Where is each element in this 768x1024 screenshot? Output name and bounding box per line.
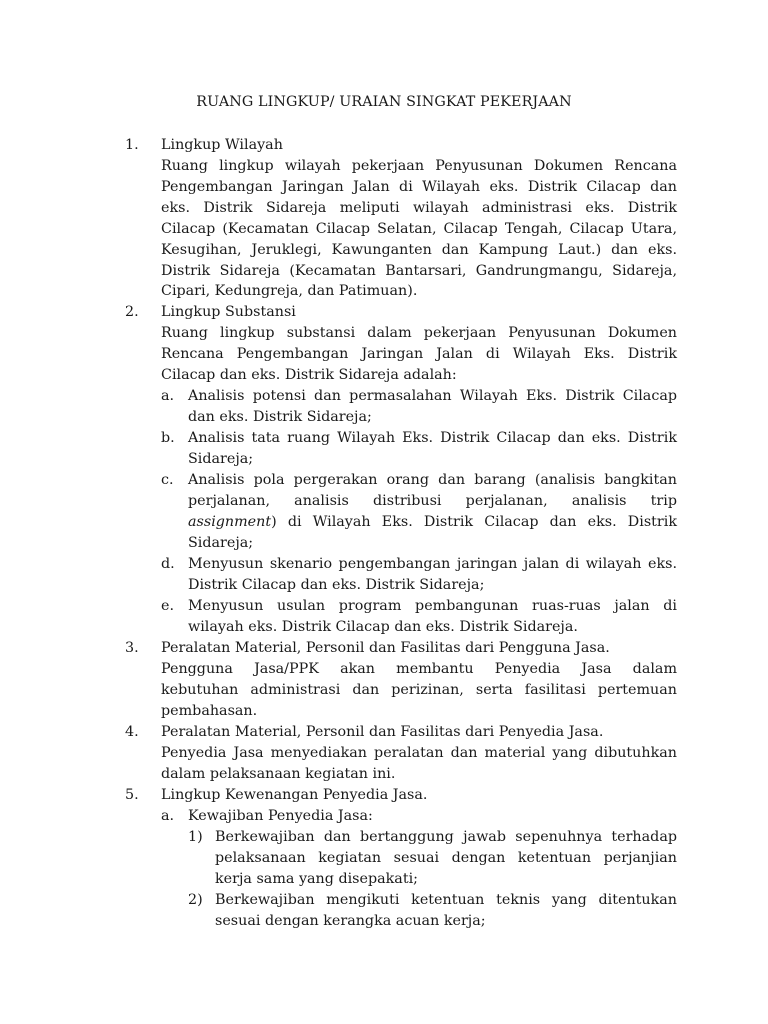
subitem-label: a. xyxy=(161,388,175,404)
section-2-paragraph xyxy=(161,323,677,386)
section-number: 2. xyxy=(125,304,139,320)
subitem-line: perjalanan, analisis distribusi perjalanan, analisis trip xyxy=(188,492,677,509)
paragraph-line: Cilacap (Kecamatan Cilacap Selatan, Cilacap Tengah, Cilacap Utara, xyxy=(161,220,677,237)
section-3-paragraph xyxy=(161,659,677,722)
subitem-line: Sidareja; xyxy=(188,534,254,551)
paragraph-line: Pengembangan Jaringan Jalan di Wilayah eks. Distrik Cilacap dan xyxy=(161,178,677,195)
paragraph-line: Pengguna Jasa/PPK akan membantu Penyedia Jasa dalam xyxy=(161,661,677,677)
subitem-line: dan eks. Distrik Sidareja; xyxy=(188,408,372,425)
subitem-text xyxy=(188,386,677,428)
subitem-line: Menyusun skenario pengembangan jaringan jalan di wilayah eks. xyxy=(188,556,677,572)
subitem-line: Analisis pola pergerakan orang dan barang (analisis bangkitan xyxy=(188,472,677,488)
document-title: RUANG LINGKUP/ URAIAN SINGKAT PEKERJAAN xyxy=(196,94,572,110)
paragraph-line: Distrik Sidareja (Kecamatan Bantarsari, Gandrungmangu, Sidareja, xyxy=(161,262,677,279)
subitem-text xyxy=(188,428,677,470)
subitem-label: e. xyxy=(161,598,175,614)
subitem-line-with-italic xyxy=(188,512,677,533)
section-number: 3. xyxy=(125,640,139,656)
paragraph-line: Ruang lingkup wilayah pekerjaan Penyusunan Dokumen Rencana xyxy=(161,158,677,174)
paragraph-line: pembahasan. xyxy=(161,702,258,719)
subsubitem-text xyxy=(215,890,677,932)
italic-term: assignment xyxy=(188,513,272,530)
paragraph-line: eks. Distrik Sidareja meliputi wilayah administrasi eks. Distrik xyxy=(161,199,677,216)
section-heading: Peralatan Material, Personil dan Fasilitas dari Penyedia Jasa. xyxy=(161,724,604,740)
subitem-text xyxy=(188,806,677,827)
paragraph-line: dalam pelaksanaan kegiatan ini. xyxy=(161,765,396,782)
subitem-text xyxy=(188,554,677,596)
subitem-label: c. xyxy=(161,472,174,488)
subitem-line: Sidareja; xyxy=(188,450,254,467)
section-number: 5. xyxy=(125,787,139,803)
subitem-line: Distrik Cilacap dan eks. Distrik Sidareja; xyxy=(188,576,485,593)
subsubitem-text xyxy=(215,827,677,890)
section-number: 4. xyxy=(125,724,139,740)
paragraph-line: Penyedia Jasa menyediakan peralatan dan material yang dibutuhkan xyxy=(161,745,677,761)
subsubitem-line: pelaksanaan kegiatan sesuai dengan ketentuan perjanjian xyxy=(215,849,677,866)
paragraph-line: Ruang lingkup substansi dalam pekerjaan Penyusunan Dokumen xyxy=(161,325,677,341)
subitem-line: Menyusun usulan program pembangunan ruas-ruas jalan di xyxy=(188,598,677,614)
subitem-line: Analisis potensi dan permasalahan Wilayah Eks. Distrik Cilacap xyxy=(188,388,677,404)
subsubitem-label: 1) xyxy=(188,829,203,845)
subitem-label: a. xyxy=(161,808,175,824)
section-heading: Lingkup Wilayah xyxy=(161,137,283,153)
section-heading: Peralatan Material, Personil dan Fasilitas dari Pengguna Jasa. xyxy=(161,640,610,656)
subitem-line: Kewajiban Penyedia Jasa: xyxy=(188,808,373,824)
section-4-paragraph xyxy=(161,743,677,785)
subsubitem-label: 2) xyxy=(188,892,203,908)
subsubitem-line: sesuai dengan kerangka acuan kerja; xyxy=(215,912,486,929)
section-number: 1. xyxy=(125,137,139,153)
subitem-text xyxy=(188,596,677,638)
section-heading: Lingkup Substansi xyxy=(161,304,296,320)
paragraph-line: kebutuhan administrasi dan perizinan, serta fasilitasi pertemuan xyxy=(161,681,677,698)
subsubitem-line: kerja sama yang disepakati; xyxy=(215,870,418,887)
section-1-paragraph xyxy=(161,156,677,302)
subitem-label: d. xyxy=(161,556,175,572)
subitem-line: wilayah eks. Distrik Cilacap dan eks. Distrik Sidareja. xyxy=(188,618,578,635)
paragraph-line: Rencana Pengembangan Jaringan Jalan di Wilayah Eks. Distrik xyxy=(161,345,677,362)
paragraph-line: Cilacap dan eks. Distrik Sidareja adalah: xyxy=(161,366,457,383)
paragraph-line: Kesugihan, Jeruklegi, Kawunganten dan Kampung Laut.) dan eks. xyxy=(161,241,677,258)
subitem-text xyxy=(188,470,677,554)
section-heading: Lingkup Kewenangan Penyedia Jasa. xyxy=(161,787,428,803)
subitem-line: Analisis tata ruang Wilayah Eks. Distrik Cilacap dan eks. Distrik xyxy=(188,430,677,446)
paragraph-line: Cipari, Kedungreja, dan Patimuan). xyxy=(161,283,418,300)
subitem-label: b. xyxy=(161,430,175,446)
subsubitem-line: Berkewajiban dan bertanggung jawab sepenuhnya terhadap xyxy=(215,829,677,845)
subsubitem-line: Berkewajiban mengikuti ketentuan teknis yang ditentukan xyxy=(215,892,677,908)
subitem-line-rest: ) di Wilayah Eks. Distrik Cilacap dan eks. Distrik xyxy=(271,513,677,530)
